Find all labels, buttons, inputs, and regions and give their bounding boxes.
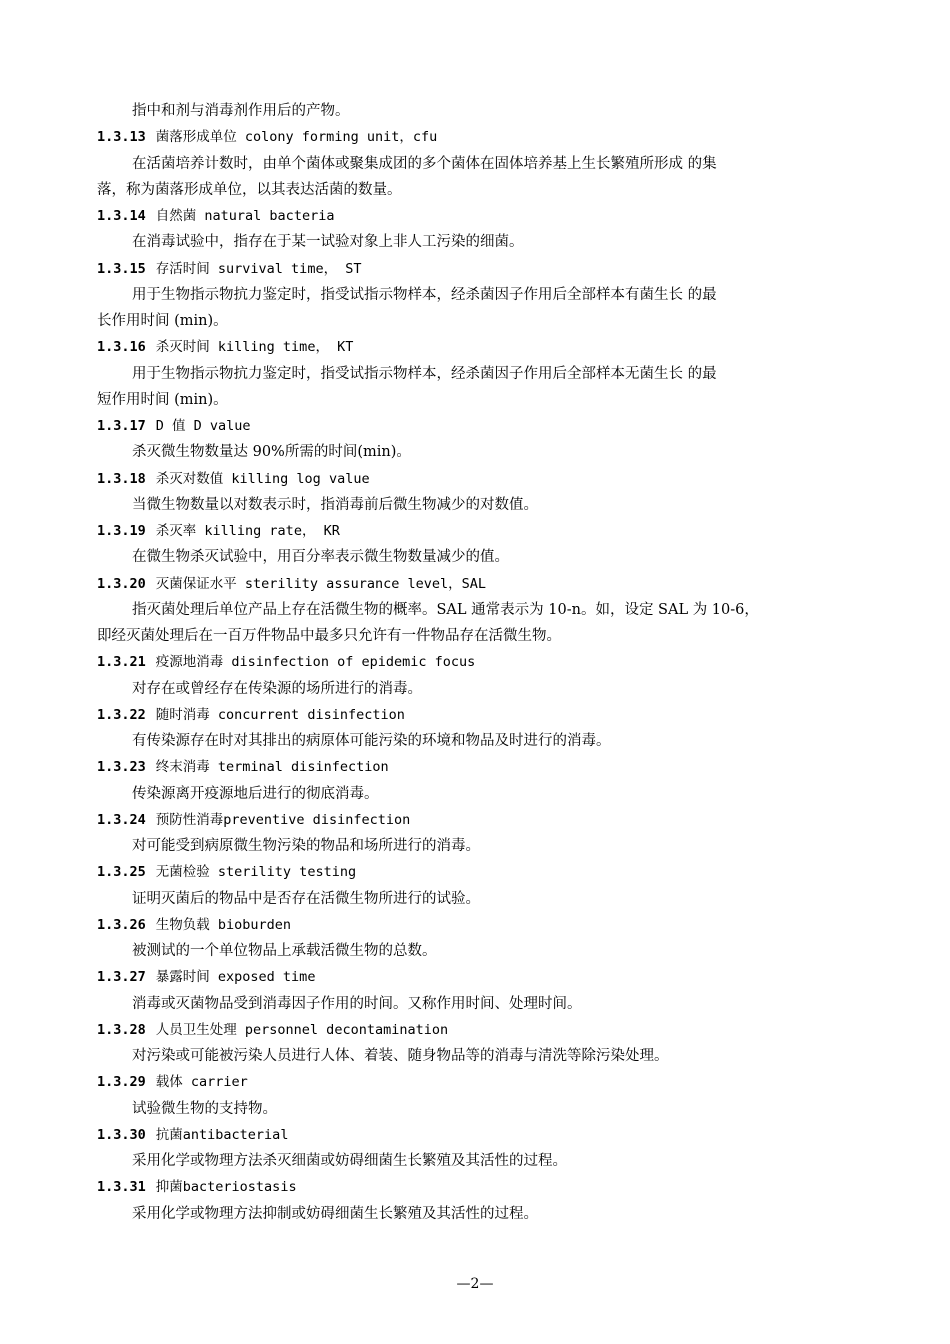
term-number: 1.3.13 — [97, 129, 146, 146]
term-definition-line: 采用化学或物理方法杀灭细菌或妨碍细菌生长繁殖及其活性的过程。 — [132, 1153, 567, 1169]
term-definition-line: 长作用时间 (min)。 — [97, 313, 228, 329]
term-name: 预防性消毒preventive disinfection — [155, 811, 411, 828]
term-name: 终末消毒 terminal disinfection — [155, 759, 389, 776]
term-definition-line: 证明灭菌后的物品中是否存在活微生物所进行的试验。 — [132, 890, 480, 907]
term-heading — [97, 964, 797, 990]
term-heading — [97, 124, 797, 150]
term-number: 1.3.15 — [97, 260, 146, 277]
term-heading — [97, 413, 797, 439]
term-name: 杀灭率 killing rate， KR — [155, 523, 340, 539]
term-number: 1.3.20 — [97, 575, 146, 592]
term-number: 1.3.25 — [97, 864, 146, 881]
term-definition-line: 对可能受到病原微生物污染的物品和场所进行的消毒。 — [132, 838, 480, 854]
term-definition-line: 短作用时间 (min)。 — [97, 391, 228, 408]
term-definition-line: 落，称为菌落形成单位，以其表达活菌的数量。 — [97, 181, 402, 198]
term-name: 暴露时间 exposed time — [155, 969, 316, 986]
term-name: 抑菌bacteriostasis — [155, 1179, 297, 1196]
term-heading — [97, 754, 797, 780]
term-name: 生物负载 bioburden — [155, 916, 292, 933]
term-definition-line: 在活菌培养计数时，由单个菌体或聚集成团的多个菌体在固体培养基上生长繁殖所形成 的集 — [132, 155, 717, 172]
term-definition-line: 消毒或灭菌物品受到消毒因子作用的时间。又称作用时间、处理时间。 — [132, 995, 582, 1012]
term-heading — [97, 702, 797, 728]
term-definition-line: 杀灭微生物数量达 90%所需的时间(min)。 — [132, 444, 411, 461]
term-name: 自然菌 natural bacteria — [155, 208, 335, 224]
term-heading — [97, 807, 797, 833]
term-definition-line: 当微生物数量以对数表示时，指消毒前后微生物减少的对数值。 — [132, 496, 538, 513]
term-heading — [97, 518, 797, 544]
term-name: 菌落形成单位 colony forming unit，cfu — [155, 129, 438, 146]
term-number: 1.3.27 — [97, 969, 146, 986]
term-name: 疫源地消毒 disinfection of epidemic focus — [155, 654, 476, 671]
term-name: 杀灭对数值 killing log value — [155, 470, 370, 487]
page-number: —2— — [456, 1276, 494, 1292]
term-number: 1.3.21 — [97, 654, 146, 671]
term-heading — [97, 203, 797, 229]
term-number: 1.3.17 — [97, 418, 146, 434]
term-definition-line: 用于生物指示物抗力鉴定时，指受试指示物样本，经杀菌因子作用后全部样本无菌生长 的最 — [132, 365, 717, 382]
term-heading — [97, 1174, 797, 1200]
term-name: 无菌检验 sterility testing — [155, 864, 357, 881]
term-definition-line: 在微生物杀灭试验中，用百分率表示微生物数量减少的值。 — [132, 549, 509, 566]
term-number: 1.3.26 — [97, 916, 146, 933]
term-definition-line: 采用化学或物理方法抑制或妨碍细菌生长繁殖及其活性的过程。 — [132, 1205, 538, 1222]
term-number: 1.3.22 — [97, 706, 146, 723]
term-definition-line: 指灭菌处理后单位产品上存在活微生物的概率。SAL 通常表示为 10-n。如，设定 SAL 为 10-6， — [132, 601, 759, 618]
term-heading — [97, 859, 797, 885]
term-heading — [97, 1017, 797, 1043]
term-number: 1.3.29 — [97, 1074, 146, 1091]
term-heading — [97, 466, 797, 492]
term-name: 随时消毒 concurrent disinfection — [155, 706, 405, 723]
term-number: 1.3.14 — [97, 208, 146, 224]
term-definition-line: 被测试的一个单位物品上承载活微生物的总数。 — [132, 943, 437, 959]
term-number: 1.3.18 — [97, 470, 146, 487]
term-number: 1.3.16 — [97, 339, 146, 356]
term-definition-line: 传染源离开疫源地后进行的彻底消毒。 — [132, 785, 379, 802]
term-entries — [97, 124, 797, 1227]
term-definition-line: 对存在或曾经存在传染源的场所进行的消毒。 — [132, 680, 422, 697]
term-name: D 值 D value — [155, 418, 251, 434]
term-heading — [97, 1069, 797, 1095]
term-number: 1.3.31 — [97, 1179, 146, 1196]
document-body — [97, 98, 797, 1227]
term-definition-line: 试验微生物的支持物。 — [132, 1100, 277, 1117]
term-heading — [97, 649, 797, 675]
term-number: 1.3.30 — [97, 1126, 146, 1143]
term-name: 人员卫生处理 personnel decontamination — [155, 1021, 449, 1038]
term-name: 杀灭时间 killing time， KT — [155, 339, 354, 356]
term-definition-line: 用于生物指示物抗力鉴定时，指受试指示物样本，经杀菌因子作用后全部样本有菌生长 的最 — [132, 286, 717, 303]
term-definition-line: 对污染或可能被污染人员进行人体、着装、随身物品等的消毒与清洗等除污染处理。 — [132, 1048, 669, 1064]
term-heading — [97, 912, 797, 938]
intro-line: 指中和剂与消毒剂作用后的产物。 — [132, 103, 350, 119]
term-definition-line: 在消毒试验中，指存在于某一试验对象上非人工污染的细菌。 — [132, 234, 524, 251]
term-definition-line: 即经灭菌处理后在一百万件物品中最多只允许有一件物品存在活微生物。 — [97, 628, 561, 644]
term-heading — [97, 571, 797, 597]
term-number: 1.3.19 — [97, 523, 146, 539]
term-definition-line: 有传染源存在时对其排出的病原体可能污染的环境和物品及时进行的消毒。 — [132, 733, 611, 749]
term-name: 存活时间 survival time， ST — [155, 260, 362, 277]
term-number: 1.3.28 — [97, 1021, 146, 1038]
term-number: 1.3.23 — [97, 759, 146, 776]
term-name: 抗菌antibacterial — [155, 1126, 289, 1143]
term-name: 灭菌保证水平 sterility assurance level，SAL — [155, 575, 486, 592]
term-name: 载体 carrier — [155, 1074, 248, 1091]
term-heading — [97, 1122, 797, 1148]
term-heading — [97, 256, 797, 282]
term-number: 1.3.24 — [97, 811, 146, 828]
term-heading — [97, 334, 797, 360]
